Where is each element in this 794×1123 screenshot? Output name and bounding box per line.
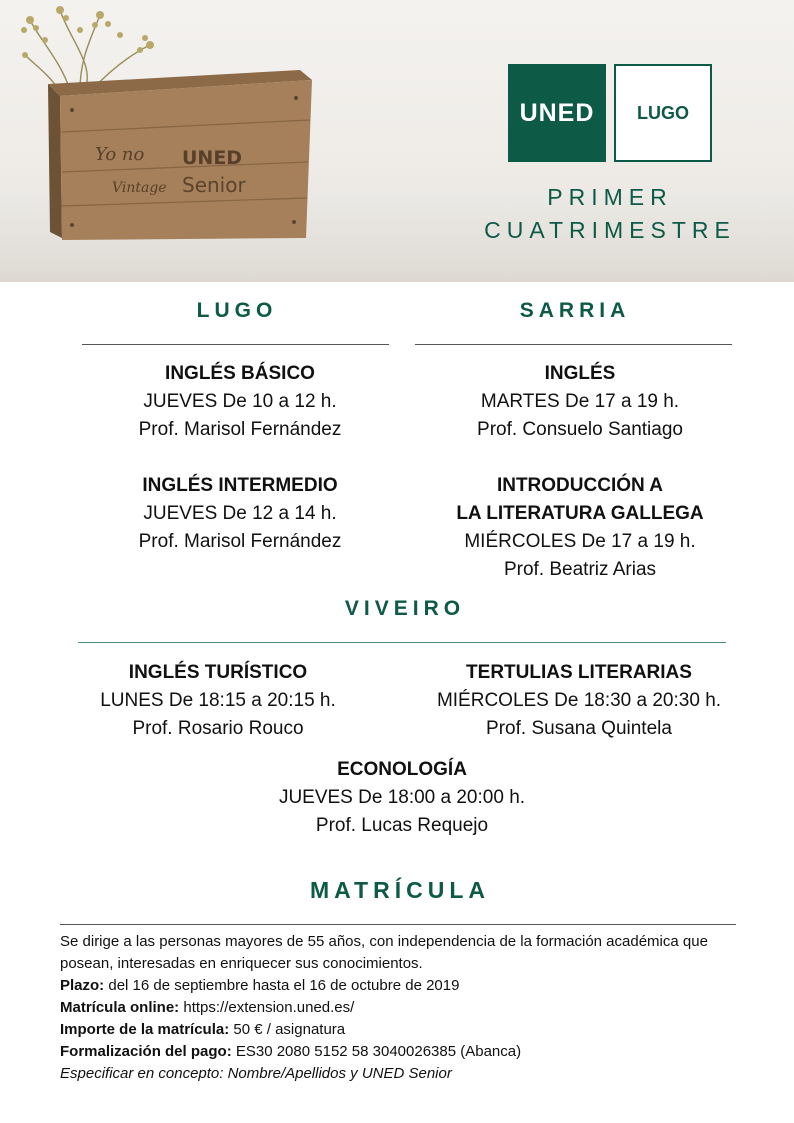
box-text-vintage: Vintage (112, 180, 167, 196)
sarria-title: SARRIA (519, 299, 631, 322)
matricula-info (60, 931, 750, 1085)
viveiro-course-2 (409, 659, 749, 743)
online-value: https://extension.uned.es/ (179, 999, 355, 1016)
uned-lugo-logo (508, 64, 712, 162)
concepto-text: Especificar en concepto: Nombre/Apellidos y UNED Senior (60, 1065, 452, 1082)
course-name: INGLÉS (544, 363, 616, 384)
logo-uned: UNED (508, 64, 606, 162)
course-teacher: Prof. Marisol Fernández (138, 419, 342, 440)
course-schedule: MIÉRCOLES De 17 a 19 h. (464, 531, 696, 552)
viveiro-course-3 (200, 756, 604, 840)
plazo-label: Plazo: (60, 977, 105, 994)
course-schedule: MIÉRCOLES De 18:30 a 20:30 h. (436, 690, 722, 711)
matricula-rule (60, 924, 736, 925)
course-schedule: JUEVES De 10 a 12 h. (143, 391, 337, 412)
lugo-course-1 (82, 360, 398, 444)
semester-line-1: PRIMER (547, 184, 673, 210)
sarria-course-2 (420, 472, 740, 584)
course-name: INGLÉS TURÍSTICO (128, 662, 308, 683)
plazo-value: del 16 de septiembre hasta el 16 de octubre de 2019 (104, 977, 460, 994)
course-name: INGLÉS BÁSICO (165, 363, 315, 384)
course-schedule: JUEVES De 18:00 a 20:00 h. (278, 787, 526, 808)
course-teacher: Prof. Rosario Rouco (132, 718, 304, 739)
course-schedule: JUEVES De 12 a 14 h. (143, 503, 337, 524)
course-name: INGLÉS INTERMEDIO (142, 475, 338, 496)
header-banner (0, 0, 794, 282)
sarria-rule (415, 344, 732, 345)
course-teacher: Prof. Susana Quintela (486, 718, 672, 739)
viveiro-title: VIVEIRO (344, 597, 466, 620)
course-name-line-1: INTRODUCCIÓN A (496, 475, 664, 496)
course-name-line-2: LA LITERATURA GALLEGA (456, 503, 704, 524)
box-text-yono: Yo no (95, 144, 145, 165)
logo-lugo: LUGO (614, 64, 712, 162)
lugo-rule (82, 344, 389, 345)
pago-label: Formalización del pago: (60, 1043, 232, 1060)
course-schedule: MARTES De 17 a 19 h. (480, 391, 680, 412)
matricula-importe (60, 1019, 750, 1041)
matricula-intro: Se dirige a las personas mayores de 55 años, con independencia de la formación académica que posean, interesadas en enriquecer sus conocimientos. (60, 933, 708, 972)
dried-flowers (21, 6, 154, 58)
course-teacher: Prof. Marisol Fernández (138, 531, 342, 552)
course-teacher: Prof. Lucas Requejo (315, 815, 489, 836)
course-teacher: Prof. Beatriz Arias (503, 559, 657, 580)
box-text-uned: UNED (182, 147, 243, 169)
lugo-title: LUGO (196, 299, 278, 322)
lugo-course-2 (82, 472, 398, 556)
semester-line-2: CUATRIMESTRE (484, 217, 736, 243)
pago-value: ES30 2080 5152 58 3040026385 (Abanca) (231, 1043, 522, 1060)
course-name: ECONOLOGÍA (337, 759, 467, 780)
course-name: TERTULIAS LITERARIAS (466, 662, 692, 683)
matricula-concepto (60, 1063, 750, 1085)
importe-label: Importe de la matrícula: (60, 1021, 230, 1038)
importe-value: 50 € / asignatura (229, 1021, 346, 1038)
wooden-box-image (0, 0, 360, 282)
matricula-pago (60, 1041, 750, 1063)
sarria-course-1 (420, 360, 740, 444)
viveiro-rule (78, 642, 726, 643)
course-schedule: LUNES De 18:15 a 20:15 h. (100, 690, 336, 711)
matricula-title: MATRÍCULA (310, 877, 490, 903)
viveiro-course-1 (60, 659, 376, 743)
box-text-senior: Senior (182, 173, 246, 197)
matricula-plazo (60, 975, 750, 997)
matricula-online (60, 997, 750, 1019)
course-teacher: Prof. Consuelo Santiago (477, 419, 683, 440)
online-label: Matrícula online: (60, 999, 180, 1016)
